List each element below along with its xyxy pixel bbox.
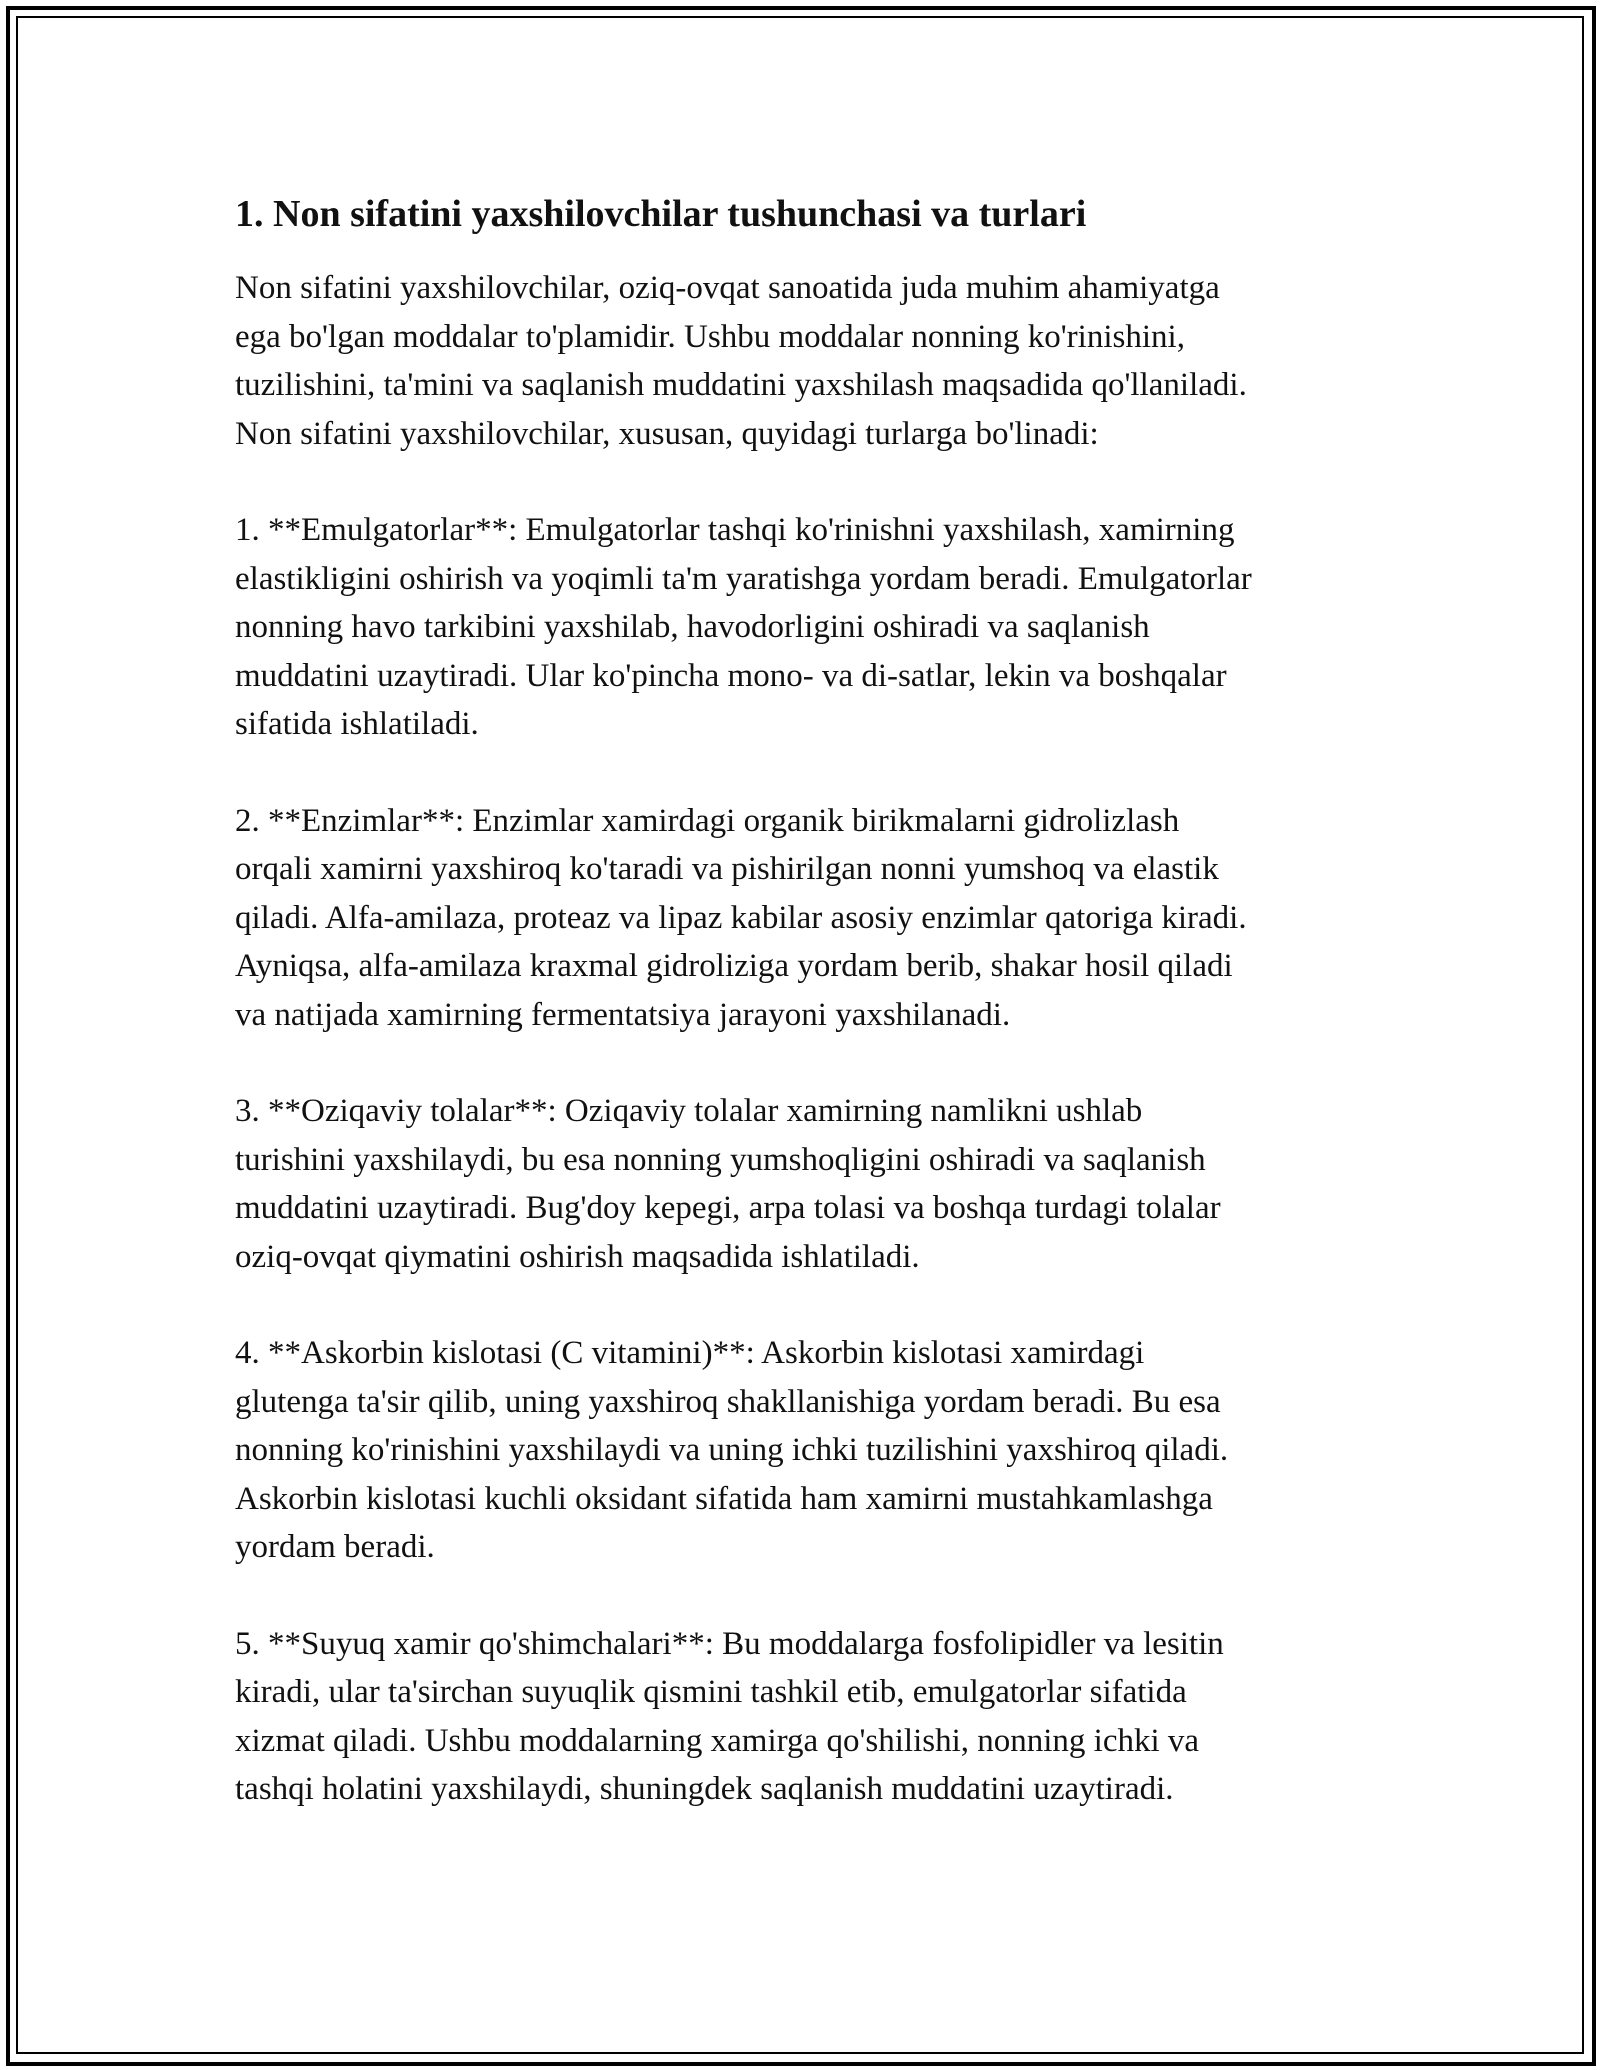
intro-paragraph	[235, 264, 1375, 458]
text-line: 5. **Suyuq xamir qo'shimchalari**: Bu moddalarga fosfolipidler va lesitin	[235, 1625, 1224, 1662]
text-line: va natijada xamirning fermentatsiya jarayoni yaxshilanadi.	[235, 996, 1011, 1033]
text-line: Ayniqsa, alfa-amilaza kraxmal gidroliziga yordam berib, shakar hosil qiladi	[235, 948, 1233, 984]
text-line: Non sifatini yaxshilovchilar, xususan, quyidagi turlarga bo'linadi:	[235, 415, 1099, 452]
text-line: glutenga ta'sir qilib, uning yaxshiroq shakllanishiga yordam beradi. Bu esa	[235, 1383, 1221, 1420]
text-line: orqali xamirni yaxshiroq ko'taradi va pishirilgan nonni yumshoq va elastik	[235, 851, 1219, 887]
text-line: xizmat qiladi. Ushbu moddalarning xamirga qo'shilishi, nonning ichki va	[235, 1722, 1200, 1759]
text-line: Non sifatini yaxshilovchilar, oziq-ovqat sanoatida juda muhim ahamiyatga	[235, 270, 1220, 306]
text-line: Askorbin kislotasi kuchli oksidant sifatida ham xamirni mustahkamlashga	[235, 1480, 1213, 1517]
text-line: elastikligini oshirish va yoqimli ta'm yaratishga yordam beradi. Emulgatorlar	[235, 560, 1252, 597]
text-line: nonning havo tarkibini yaxshilab, havodorligini oshiradi va saqlanish	[235, 609, 1150, 645]
text-line: kiradi, ular ta'sirchan suyuqlik qismini tashkil etib, emulgatorlar sifatida	[235, 1674, 1187, 1710]
list-item-enzimlar	[235, 797, 1375, 1040]
list-item-askorbin-kislotasi	[235, 1329, 1375, 1572]
section-heading: 1. Non sifatini yaxshilovchilar tushunchasi va turlari	[235, 193, 1087, 235]
list-item-oziqaviy-tolalar	[235, 1087, 1375, 1281]
text-line: 1. **Emulgatorlar**: Emulgatorlar tashqi ko'rinishni yaxshilash, xamirning	[235, 512, 1235, 548]
text-line: turishini yaxshilaydi, bu esa nonning yumshoqligini oshiradi va saqlanish	[235, 1141, 1206, 1178]
text-line: tashqi holatini yaxshilaydi, shuningdek saqlanish muddatini uzaytiradi.	[235, 1771, 1174, 1807]
document-body	[235, 188, 1375, 1814]
list-item-emulgatorlar	[235, 506, 1375, 749]
text-line: muddatini uzaytiradi. Ular ko'pincha mono- va di-satlar, lekin va boshqalar	[235, 657, 1227, 694]
text-line: ega bo'lgan moddalar to'plamidir. Ushbu moddalar nonning ko'rinishini,	[235, 318, 1185, 355]
text-line: qiladi. Alfa-amilaza, proteaz va lipaz kabilar asosiy enzimlar qatoriga kiradi.	[235, 899, 1247, 936]
text-line: 2. **Enzimlar**: Enzimlar xamirdagi organik birikmalarni gidrolizlash	[235, 802, 1180, 839]
text-line: muddatini uzaytiradi. Bug'doy kepegi, arpa tolasi va boshqa turdagi tolalar	[235, 1190, 1221, 1226]
text-line: nonning ko'rinishini yaxshilaydi va uning ichki tuzilishini yaxshiroq qiladi.	[235, 1432, 1229, 1468]
list-item-suyuq-xamir	[235, 1620, 1375, 1814]
text-line: oziq-ovqat qiymatini oshirish maqsadida ishlatiladi.	[235, 1238, 920, 1275]
text-line: sifatida ishlatiladi.	[235, 706, 479, 742]
text-line: 3. **Oziqaviy tolalar**: Oziqaviy tolalar xamirning namlikni ushlab	[235, 1093, 1143, 1129]
text-line: yordam beradi.	[235, 1529, 435, 1565]
text-line: 4. **Askorbin kislotasi (C vitamini)**: Askorbin kislotasi xamirdagi	[235, 1335, 1145, 1371]
text-line: tuzilishini, ta'mini va saqlanish muddatini yaxshilash maqsadida qo'llaniladi.	[235, 367, 1247, 403]
